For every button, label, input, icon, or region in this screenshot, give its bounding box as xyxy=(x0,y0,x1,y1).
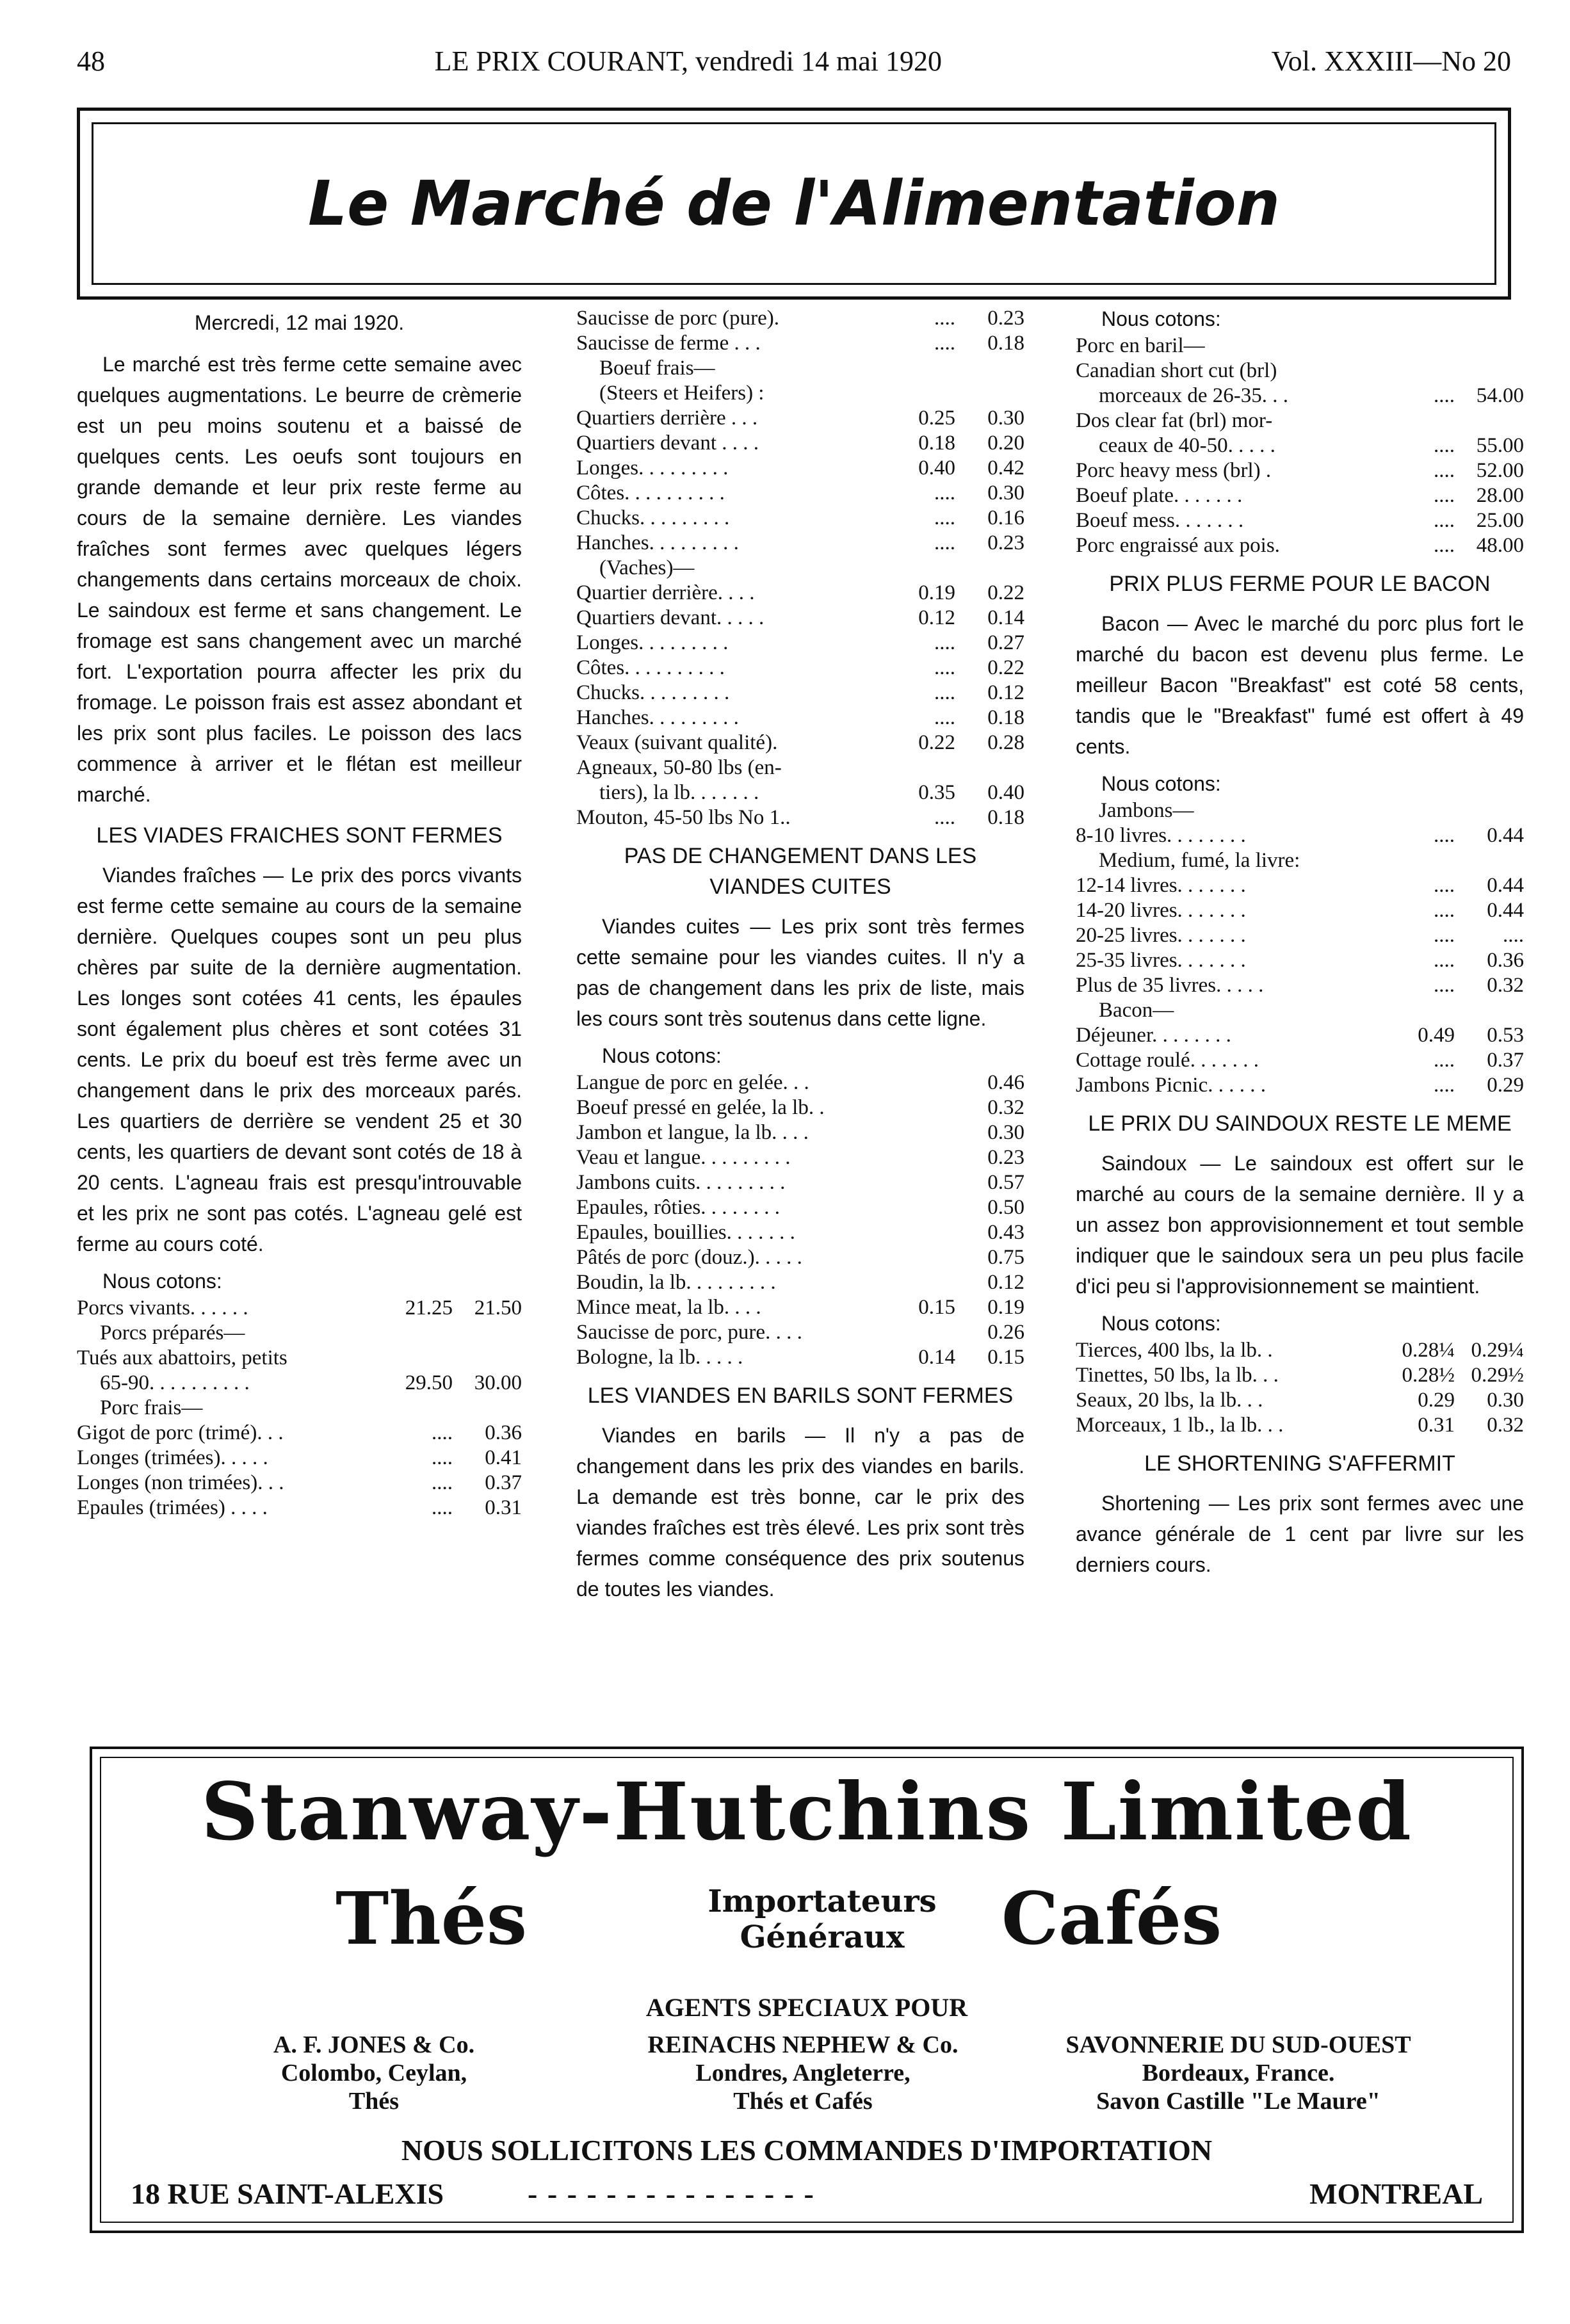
price-row xyxy=(576,1295,1024,1320)
price-row xyxy=(1076,483,1524,508)
price-high: 0.57 xyxy=(987,1171,1024,1194)
price-high: 21.50 xyxy=(474,1296,522,1319)
price-low: .... xyxy=(934,307,955,330)
price-high: 0.37 xyxy=(1487,1049,1524,1072)
price-high: 0.22 xyxy=(987,656,1024,679)
price-row xyxy=(576,1095,1024,1120)
price-item-name: Longes (non trimées). . . xyxy=(77,1471,284,1494)
price-high: 0.36 xyxy=(1487,949,1524,972)
price-item-name: Côtes. . . . . . . . . . xyxy=(576,656,725,679)
price-low: 0.28½ xyxy=(1402,1364,1455,1387)
price-low: 29.50 xyxy=(405,1371,453,1394)
price-high: 0.15 xyxy=(987,1346,1024,1369)
price-row xyxy=(1076,1363,1524,1388)
page-number: 48 xyxy=(77,45,105,77)
price-low: .... xyxy=(934,631,955,654)
ad-agents-heading: AGENTS SPECIAUX POUR xyxy=(645,1993,968,2022)
price-item-name: 8-10 livres. . . . . . . . xyxy=(1076,824,1246,847)
column-1 xyxy=(77,306,522,1521)
price-row xyxy=(576,456,1024,481)
price-low: .... xyxy=(1434,899,1455,922)
price-low: .... xyxy=(1434,974,1455,997)
price-row xyxy=(576,656,1024,681)
price-row xyxy=(576,306,1024,331)
price-low: 0.12 xyxy=(918,606,955,629)
ad-agent-line: A. F. JONES & Co. xyxy=(273,2031,475,2058)
price-low: .... xyxy=(934,506,955,529)
price-item-name: Mouton, 45-50 lbs No 1.. xyxy=(576,806,791,829)
price-row xyxy=(576,531,1024,556)
price-high: 0.20 xyxy=(987,432,1024,455)
price-item-name: Bacon— xyxy=(1099,999,1174,1022)
price-item-name: Pâtés de porc (douz.). . . . . xyxy=(576,1246,802,1269)
price-item-name: Epaules (trimées) . . . . xyxy=(77,1496,268,1519)
price-row xyxy=(77,1396,522,1421)
price-item-name: Boeuf pressé en gelée, la lb. . xyxy=(576,1096,825,1119)
price-row xyxy=(77,1496,522,1521)
price-row xyxy=(576,431,1024,456)
price-low: .... xyxy=(934,806,955,829)
price-high: 0.29½ xyxy=(1471,1364,1524,1387)
price-item-name: Langue de porc en gelée. . . xyxy=(576,1071,809,1094)
volume-number: Vol. XXXIII—No 20 xyxy=(1271,45,1511,77)
price-low: 0.31 xyxy=(1418,1414,1455,1437)
price-high: 0.32 xyxy=(987,1096,1024,1119)
price-low: .... xyxy=(432,1421,453,1444)
price-row xyxy=(1076,1048,1524,1073)
price-item-name: Chucks. . . . . . . . . xyxy=(576,681,730,704)
price-list-porc-baril xyxy=(1076,334,1524,558)
price-row xyxy=(77,1321,522,1346)
price-low: .... xyxy=(934,656,955,679)
price-high: 0.18 xyxy=(987,806,1024,829)
price-row xyxy=(576,1170,1024,1195)
price-low: .... xyxy=(934,681,955,704)
price-item-name: Quartiers derrière . . . xyxy=(576,407,758,430)
price-low: .... xyxy=(934,481,955,504)
price-row xyxy=(576,1320,1024,1345)
price-low: .... xyxy=(934,706,955,729)
price-high: 0.14 xyxy=(987,606,1024,629)
price-row xyxy=(576,406,1024,431)
price-item-name: Boeuf plate. . . . . . . xyxy=(1076,484,1243,507)
price-high: 0.26 xyxy=(987,1321,1024,1344)
price-high: 0.40 xyxy=(987,781,1024,804)
heading-viandes-cuites: PAS DE CHANGEMENT DANS LES VIANDES CUITES xyxy=(624,844,977,899)
paragraph-shortening: Shortening — Les prix sont fermes avec une avance générale de 1 cent par livre sur les derniers cours. xyxy=(1076,1492,1524,1576)
price-row xyxy=(77,1421,522,1446)
price-item-name: morceaux de 26-35. . . xyxy=(1099,384,1288,407)
price-high: 0.53 xyxy=(1487,1024,1524,1047)
price-item-name: Jambons— xyxy=(1099,799,1194,822)
nous-cotons-label: Nous cotons: xyxy=(1101,772,1221,795)
price-item-name: Tinettes, 50 lbs, la lb. . . xyxy=(1076,1364,1279,1387)
price-low: .... xyxy=(432,1446,453,1469)
price-row xyxy=(1076,334,1524,359)
price-high: 25.00 xyxy=(1476,509,1524,532)
price-low: .... xyxy=(1434,434,1455,457)
price-row xyxy=(576,1070,1024,1095)
price-row xyxy=(576,1220,1024,1245)
price-high: 0.32 xyxy=(1487,1414,1524,1437)
price-high: 0.12 xyxy=(987,681,1024,704)
price-low: .... xyxy=(1434,924,1455,947)
price-row xyxy=(1076,359,1524,383)
price-high: 0.75 xyxy=(987,1246,1024,1269)
price-item-name: Gigot de porc (trimé). . . xyxy=(77,1421,284,1444)
price-low: .... xyxy=(1434,874,1455,897)
price-item-name: Epaules, bouillies. . . . . . . xyxy=(576,1221,795,1244)
nous-cotons-label: Nous cotons: xyxy=(102,1270,222,1293)
price-item-name: Porc frais— xyxy=(100,1396,203,1419)
heading-viandes-barils: LES VIANDES EN BARILS SONT FERMES xyxy=(587,1384,1014,1408)
ad-agent-right xyxy=(1033,2031,1443,2115)
ad-dash-line: - - - - - - - - - - - - - - - xyxy=(528,2177,815,2210)
price-row xyxy=(77,1296,522,1321)
ad-cafes: Cafés xyxy=(1001,1877,1222,1961)
price-row xyxy=(1076,823,1524,848)
price-row xyxy=(1076,1023,1524,1048)
heading-viandes-fraiches: LES VIADES FRAICHES SONT FERMES xyxy=(96,823,503,848)
price-low: .... xyxy=(1434,384,1455,407)
ad-thes: Thés xyxy=(336,1877,528,1961)
price-item-name: Porcs vivants. . . . . . xyxy=(77,1296,248,1319)
price-row xyxy=(1076,383,1524,408)
price-row xyxy=(1076,998,1524,1023)
price-row xyxy=(576,556,1024,581)
price-high: 0.18 xyxy=(987,332,1024,355)
price-high: 0.41 xyxy=(485,1446,522,1469)
heading-shortening: LE SHORTENING S'AFFERMIT xyxy=(1144,1451,1455,1476)
price-row xyxy=(576,1345,1024,1370)
price-low: .... xyxy=(1434,534,1455,557)
price-high: 0.27 xyxy=(987,631,1024,654)
price-high: 0.50 xyxy=(987,1196,1024,1219)
price-low: .... xyxy=(1434,949,1455,972)
price-row xyxy=(576,1245,1024,1270)
price-high: 0.19 xyxy=(987,1296,1024,1319)
price-item-name: Quartiers devant . . . . xyxy=(576,432,759,455)
price-row xyxy=(1076,1388,1524,1413)
price-item-name: Mince meat, la lb. . . . xyxy=(576,1296,761,1319)
price-list-col1 xyxy=(77,1296,522,1521)
price-list-jambons xyxy=(1076,798,1524,1098)
price-item-name: Boudin, la lb. . . . . . . . . xyxy=(576,1271,776,1294)
ad-agent-line: Colombo, Ceylan, xyxy=(280,2060,467,2086)
price-item-name: Plus de 35 livres. . . . . xyxy=(1076,974,1264,997)
price-item-name: Cottage roulé. . . . . . . xyxy=(1076,1049,1259,1072)
price-row xyxy=(576,331,1024,356)
paragraph-viandes-cuites: Viandes cuites — Les prix sont très fermes cette semaine pour les viandes cuites. Il n'y a pas de changement dans les prix de liste, mais les cours sont très soutenus dans cette ligne. xyxy=(576,915,1024,1030)
ad-agent-line: Thés et Cafés xyxy=(733,2088,873,2115)
price-row xyxy=(1076,948,1524,973)
price-row xyxy=(576,631,1024,656)
price-low: 0.29 xyxy=(1418,1389,1455,1412)
price-row xyxy=(576,356,1024,381)
price-high: 0.23 xyxy=(987,1146,1024,1169)
price-row xyxy=(1076,533,1524,558)
price-item-name: Porcs préparés— xyxy=(100,1321,245,1344)
price-row xyxy=(576,1120,1024,1145)
price-high: 0.31 xyxy=(485,1496,522,1519)
ad-city: MONTREAL xyxy=(1309,2177,1483,2210)
price-high: 0.43 xyxy=(987,1221,1024,1244)
price-item-name: Saucisse de porc, pure. . . . xyxy=(576,1321,802,1344)
price-item-name: Bologne, la lb. . . . . xyxy=(576,1346,743,1369)
price-low: 0.15 xyxy=(918,1296,955,1319)
price-item-name: Hanches. . . . . . . . . xyxy=(576,531,739,554)
price-item-name: Saucisse de porc (pure). xyxy=(576,307,780,330)
price-item-name: Agneaux, 50-80 lbs (en- xyxy=(576,756,782,779)
price-high: 0.29¼ xyxy=(1471,1339,1524,1362)
price-low: .... xyxy=(1434,484,1455,507)
price-item-name: Jambons Picnic. . . . . . xyxy=(1076,1074,1266,1097)
price-high: 0.44 xyxy=(1487,824,1524,847)
paragraph-bacon: Bacon — Avec le marché du porc plus fort le marché du bacon est devenu plus ferme. Le meilleur Bacon "Breakfast" est coté 58 cents, tandis que le "Breakfast" fumé est offert à 49 cents. xyxy=(1076,612,1524,758)
price-row xyxy=(576,730,1024,755)
title-box-inner xyxy=(92,122,1496,285)
ad-agent-line: SAVONNERIE DU SUD-OUEST xyxy=(1065,2031,1411,2058)
price-high: 0.29 xyxy=(1487,1074,1524,1097)
price-item-name: 65-90. . . . . . . . . . xyxy=(100,1371,250,1394)
price-item-name: Tierces, 400 lbs, la lb. . xyxy=(1076,1339,1273,1362)
price-low: .... xyxy=(1434,824,1455,847)
price-row xyxy=(1076,408,1524,433)
price-item-name: Canadian short cut (brl) xyxy=(1076,359,1277,382)
nous-cotons-label: Nous cotons: xyxy=(602,1044,722,1067)
price-high: 0.28 xyxy=(987,731,1024,754)
price-high: 0.46 xyxy=(987,1071,1024,1094)
price-high: 0.30 xyxy=(1487,1389,1524,1412)
price-row xyxy=(1076,798,1524,823)
price-row xyxy=(1076,873,1524,898)
price-high: 0.22 xyxy=(987,581,1024,604)
price-item-name: Longes. . . . . . . . . xyxy=(576,631,729,654)
ad-importateurs-line: Généraux xyxy=(740,1919,905,1955)
ad-agent-center xyxy=(611,2031,995,2115)
price-high: 0.44 xyxy=(1487,874,1524,897)
ad-agent-line: Londres, Angleterre, xyxy=(695,2060,910,2086)
price-row xyxy=(576,805,1024,830)
price-low: 0.40 xyxy=(918,456,955,480)
price-row xyxy=(576,755,1024,780)
price-item-name: Déjeuner. . . . . . . . xyxy=(1076,1024,1231,1047)
ad-agent-left xyxy=(207,2031,540,2115)
ad-agent-line: Savon Castille "Le Maure" xyxy=(1096,2088,1380,2115)
price-row xyxy=(576,1145,1024,1170)
price-item-name: 14-20 livres. . . . . . . xyxy=(1076,899,1246,922)
price-item-name: Longes. . . . . . . . . xyxy=(576,456,729,480)
advertisement-box xyxy=(90,1747,1524,2233)
price-low: 0.49 xyxy=(1418,1024,1455,1047)
price-item-name: Jambon et langue, la lb. . . . xyxy=(576,1121,809,1144)
price-row xyxy=(1076,1338,1524,1363)
price-low: 0.22 xyxy=(918,731,955,754)
price-low: .... xyxy=(432,1471,453,1494)
price-high: 0.37 xyxy=(485,1471,522,1494)
price-item-name: Saucisse de ferme . . . xyxy=(576,332,761,355)
price-item-name: 25-35 livres. . . . . . . xyxy=(1076,949,1246,972)
price-item-name: Quartier derrière. . . . xyxy=(576,581,755,604)
price-row xyxy=(576,606,1024,631)
price-high: 30.00 xyxy=(474,1371,522,1394)
heading-bacon: PRIX PLUS FERME POUR LE BACON xyxy=(1109,572,1491,596)
price-row xyxy=(77,1346,522,1371)
price-row xyxy=(576,706,1024,730)
price-item-name: Jambons cuits. . . . . . . . . xyxy=(576,1171,786,1194)
price-low: .... xyxy=(432,1496,453,1519)
ad-company-name: Stanway-Hutchins Limited xyxy=(201,1766,1412,1859)
price-low: .... xyxy=(934,531,955,554)
title-box xyxy=(77,108,1511,300)
price-high: 0.16 xyxy=(987,506,1024,529)
price-item-name: Seaux, 20 lbs, la lb. . . xyxy=(1076,1389,1263,1412)
report-date: Mercredi, 12 mai 1920. xyxy=(194,311,405,334)
price-list-saindoux xyxy=(1076,1338,1524,1438)
price-row xyxy=(576,681,1024,706)
page-header xyxy=(77,45,1511,83)
price-low: .... xyxy=(1434,1049,1455,1072)
ad-solicit-line: NOUS SOLLICITONS LES COMMANDES D'IMPORTATION xyxy=(401,2134,1213,2167)
price-item-name: Morceaux, 1 lb., la lb. . . xyxy=(1076,1414,1284,1437)
price-high: 0.42 xyxy=(987,456,1024,480)
price-row xyxy=(77,1371,522,1396)
price-row xyxy=(1076,433,1524,458)
price-high: 0.12 xyxy=(987,1271,1024,1294)
price-high: 0.30 xyxy=(987,1121,1024,1144)
price-high: 0.23 xyxy=(987,531,1024,554)
paragraph-saindoux: Saindoux — Le saindoux est offert sur le marché au cours de la semaine dernière. Il y a un assez bon approvisionnement et tout semble indiquer que le saindoux sera un peu plus facile d'ici peu si l'approvisionnement se maintient. xyxy=(1076,1152,1524,1298)
ad-importateurs-line: Importateurs xyxy=(708,1884,937,1919)
price-row xyxy=(1076,1413,1524,1438)
price-low: .... xyxy=(1434,509,1455,532)
price-low: 0.19 xyxy=(918,581,955,604)
price-item-name: Quartiers devant. . . . . xyxy=(576,606,765,629)
price-high: .... xyxy=(1503,924,1524,947)
price-item-name: Porc en baril— xyxy=(1076,334,1205,357)
price-item-name: Boeuf frais— xyxy=(599,357,715,380)
price-low: 0.35 xyxy=(918,781,955,804)
price-row xyxy=(1076,923,1524,948)
price-low: 0.25 xyxy=(918,407,955,430)
price-item-name: Dos clear fat (brl) mor- xyxy=(1076,409,1273,432)
price-row xyxy=(576,581,1024,606)
price-low: 21.25 xyxy=(405,1296,453,1319)
price-row xyxy=(1076,848,1524,873)
price-item-name: Porc engraissé aux pois. xyxy=(1076,534,1280,557)
ad-address: 18 RUE SAINT-ALEXIS xyxy=(131,2177,444,2210)
price-item-name: Côtes. . . . . . . . . . xyxy=(576,481,725,504)
heading-saindoux: LE PRIX DU SAINDOUX RESTE LE MEME xyxy=(1088,1111,1512,1136)
price-row xyxy=(576,1270,1024,1295)
price-low: 0.14 xyxy=(918,1346,955,1369)
price-low: 0.18 xyxy=(918,432,955,455)
price-item-name: Chucks. . . . . . . . . xyxy=(576,506,730,529)
price-high: 0.18 xyxy=(987,706,1024,729)
price-low: .... xyxy=(1434,1074,1455,1097)
price-high: 0.30 xyxy=(987,481,1024,504)
price-item-name: Veau et langue. . . . . . . . . xyxy=(576,1146,791,1169)
price-row xyxy=(1076,1073,1524,1098)
nous-cotons-label: Nous cotons: xyxy=(1101,1312,1221,1335)
ad-agent-line: Bordeaux, France. xyxy=(1142,2060,1335,2086)
ad-agent-line: Thés xyxy=(348,2088,400,2115)
price-item-name: Boeuf mess. . . . . . . xyxy=(1076,509,1244,532)
price-item-name: (Vaches)— xyxy=(599,556,695,579)
price-low: .... xyxy=(934,332,955,355)
price-high: 48.00 xyxy=(1476,534,1524,557)
price-row xyxy=(1076,458,1524,483)
price-row xyxy=(576,1195,1024,1220)
price-high: 0.32 xyxy=(1487,974,1524,997)
ad-agent-line: REINACHS NEPHEW & Co. xyxy=(647,2031,959,2058)
publication-line: LE PRIX COURANT, vendredi 14 mai 1920 xyxy=(434,45,942,77)
price-high: 28.00 xyxy=(1476,484,1524,507)
price-high: 0.36 xyxy=(485,1421,522,1444)
price-item-name: Tués aux abattoirs, petits xyxy=(77,1346,287,1369)
ad-importateurs xyxy=(643,1884,1001,1955)
nous-cotons-label: Nous cotons: xyxy=(1101,307,1221,330)
price-item-name: Longes (trimées). . . . . xyxy=(77,1446,268,1469)
price-list-boeuf xyxy=(576,306,1024,830)
price-row xyxy=(576,381,1024,406)
intro-paragraph: Le marché est très ferme cette semaine avec quelques augmentations. Le beurre de crèmerie est un peu moins soutenu et a baissé de quelques cents. Les oeufs sont toujours en grande demande et leur prix reste ferme au cours de la semaine dernière. Les viandes fraîches sont fermes avec quelques légers changements dans certains morceaux de choix. Le saindoux est ferme et sans changement. Le fromage est sans changement avec un marché fort. L'exportation pourra affecter les prix du fromage. Le poisson frais est assez abondant et les prix sont plus faciles. Le poisson des lacs commence à arriver et le flétan est meilleur marché. xyxy=(77,353,522,806)
section-title: Le Marché de l'Alimentation xyxy=(307,168,1281,239)
price-high: 0.23 xyxy=(987,307,1024,330)
paragraph-viandes-barils: Viandes en barils — Il n'y a pas de changement dans les prix des viandes en barils. La demande est très bonne, car le prix des viandes fraîches est très élevé. Les prix sont très fermes comme conséquence des prix soutenus de toutes les viandes. xyxy=(576,1424,1024,1601)
price-high: 0.30 xyxy=(987,407,1024,430)
price-row xyxy=(576,780,1024,805)
price-row xyxy=(1076,898,1524,923)
price-row xyxy=(77,1471,522,1496)
price-row xyxy=(1076,973,1524,998)
price-list-viandes-cuites xyxy=(576,1070,1024,1370)
price-row xyxy=(77,1446,522,1471)
price-item-name: Porc heavy mess (brl) . xyxy=(1076,459,1272,482)
price-item-name: ceaux de 40-50. . . . . xyxy=(1099,434,1275,457)
price-high: 52.00 xyxy=(1476,459,1524,482)
price-low: 0.28¼ xyxy=(1402,1339,1455,1362)
column-2 xyxy=(576,306,1024,1613)
price-row xyxy=(576,481,1024,506)
price-row xyxy=(1076,508,1524,533)
price-low: .... xyxy=(1434,459,1455,482)
price-row xyxy=(576,506,1024,531)
price-high: 0.44 xyxy=(1487,899,1524,922)
price-item-name: Epaules, rôties. . . . . . . . xyxy=(576,1196,781,1219)
price-item-name: 20-25 livres. . . . . . . xyxy=(1076,924,1246,947)
price-high: 55.00 xyxy=(1476,434,1524,457)
price-item-name: tiers), la lb. . . . . . . xyxy=(599,781,759,804)
price-item-name: Medium, fumé, la livre: xyxy=(1099,849,1300,872)
price-item-name: Hanches. . . . . . . . . xyxy=(576,706,739,729)
column-3 xyxy=(1076,306,1524,1589)
price-item-name: (Steers et Heifers) : xyxy=(599,382,765,405)
price-item-name: Veaux (suivant qualité). xyxy=(576,731,778,754)
price-item-name: 12-14 livres. . . . . . . xyxy=(1076,874,1246,897)
paragraph-viandes-fraiches: Viandes fraîches — Le prix des porcs vivants est ferme cette semaine au cours de la semaine dernière. Quelques coupes sont un peu plus chères par suite de la dernière augmentation. Les longes sont cotées 41 cents, les épaules sont également plus chères et sont cotées 31 cents. Le prix du boeuf est très ferme avec un changement dans le prix des morceaux parés. Les quartiers de derrière se vendent 25 et 30 cents, les quartiers de devant sont cotés de 18 à 20 cents. L'agneau frais est presqu'introuvable et les prix ne sont pas cotés. L'agneau gelé est ferme au cours coté. xyxy=(77,864,522,1255)
price-high: 54.00 xyxy=(1476,384,1524,407)
